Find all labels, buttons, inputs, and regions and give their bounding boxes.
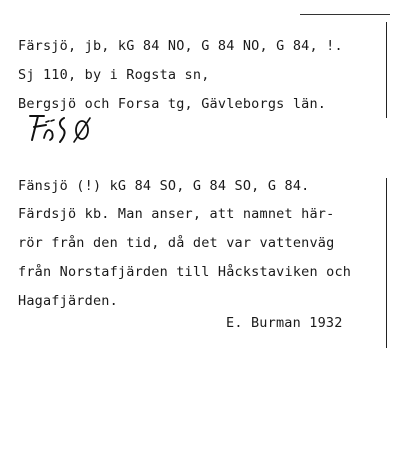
entry-line-7: från Norstafjärden till Håckstaviken och	[18, 264, 352, 280]
entry-line-1: Färsjö, jb, kG 84 NO, G 84 NO, G 84, !.	[18, 38, 343, 54]
card-right-edge	[386, 22, 387, 118]
handwritten-note	[24, 110, 104, 148]
entry-line-6: rör från den tid, då det var vattenväg	[18, 235, 335, 251]
entry-line-5: Färdsjö kb. Man anser, att namnet här-	[18, 206, 335, 222]
entry-line-4: Fänsjö (!) kG 84 SO, G 84 SO, G 84.	[18, 178, 310, 194]
card-top-edge	[300, 14, 390, 15]
entry-line-8: Hagafjärden.	[18, 293, 118, 309]
entry-line-3: Bergsjö och Forsa tg, Gävleborgs län.	[18, 96, 327, 112]
author-signature: E. Burman 1932	[226, 315, 343, 331]
entry-line-2: Sj 110, by i Rogsta sn,	[18, 67, 210, 83]
card-right-edge-lower	[386, 178, 387, 348]
